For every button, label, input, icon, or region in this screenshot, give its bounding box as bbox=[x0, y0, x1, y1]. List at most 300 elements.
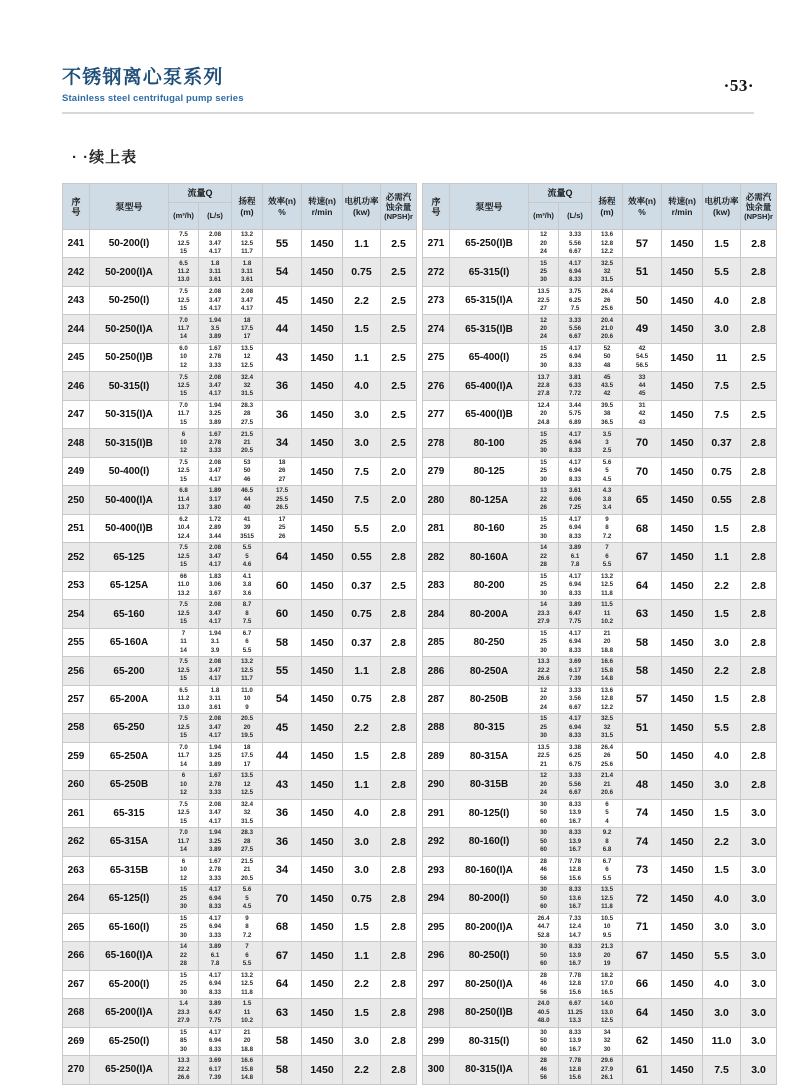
cell-efficiency: 64 bbox=[623, 999, 662, 1027]
cell-power: 0.75 bbox=[343, 258, 381, 286]
cell-speed: 1450 bbox=[662, 230, 703, 258]
cell-power: 7.5 bbox=[703, 372, 741, 400]
cell-npsh: 2.8 bbox=[741, 258, 777, 286]
cell-flow-ls: 6.67 11.25 13.3 bbox=[559, 999, 592, 1027]
cell-power: 1.5 bbox=[703, 230, 741, 258]
cell-flow-m3h: 15 25 30 bbox=[169, 913, 199, 941]
cell-head: 53 50 46 bbox=[232, 457, 263, 485]
cell-power: 0.55 bbox=[703, 486, 741, 514]
cell-flow-m3h: 28 46 56 bbox=[529, 1056, 559, 1085]
cell-flow-m3h: 13 22 26 bbox=[529, 486, 559, 514]
cell-npsh: 3.0 bbox=[741, 828, 777, 856]
cell-flow-m3h: 7.5 12.5 15 bbox=[169, 372, 199, 400]
cell-power: 0.37 bbox=[703, 429, 741, 457]
cell-model: 80-200A bbox=[450, 600, 529, 628]
table-row bbox=[63, 286, 417, 314]
cell-efficiency: 50 bbox=[623, 286, 662, 314]
cell-model: 65-250(I)B bbox=[450, 230, 529, 258]
cell-flow-m3h: 13.5 22.5 21 bbox=[529, 742, 559, 770]
table-row bbox=[63, 799, 417, 827]
cell-efficiency: 36 bbox=[263, 400, 302, 428]
cell-flow-m3h: 7.0 11.7 14 bbox=[169, 742, 199, 770]
cell-no: 269 bbox=[63, 1027, 90, 1055]
cell-model: 65-160(I) bbox=[90, 913, 169, 941]
cell-efficiency: 49 bbox=[623, 315, 662, 343]
cell-power: 1.1 bbox=[703, 543, 741, 571]
cell-no: 247 bbox=[63, 400, 90, 428]
cell-power: 11 bbox=[703, 343, 741, 371]
cell-no: 272 bbox=[423, 258, 450, 286]
cell-efficiency: 70 bbox=[263, 885, 302, 913]
cell-npsh: 2.8 bbox=[741, 230, 777, 258]
cell-no: 256 bbox=[63, 657, 90, 685]
cell-no: 282 bbox=[423, 543, 450, 571]
cell-efficiency: 58 bbox=[263, 1027, 302, 1055]
cell-efficiency: 67 bbox=[623, 543, 662, 571]
cell-speed: 1450 bbox=[662, 1027, 703, 1055]
col-header-flow-group: 流量Q bbox=[169, 184, 232, 203]
cell-npsh: 2.8 bbox=[381, 999, 417, 1027]
cell-head: 9.2 8 6.8 bbox=[592, 828, 623, 856]
table-row bbox=[423, 999, 777, 1027]
cell-no: 268 bbox=[63, 999, 90, 1027]
cell-flow-ls: 1.94 3.1 3.9 bbox=[199, 628, 232, 656]
cell-speed: 1450 bbox=[662, 514, 703, 542]
cell-flow-ls: 8.33 13.6 16.7 bbox=[559, 885, 592, 913]
cell-power: 3.0 bbox=[703, 628, 741, 656]
cell-flow-m3h: 12 20 24 bbox=[529, 771, 559, 799]
cell-model: 65-315 bbox=[90, 799, 169, 827]
cell-npsh: 3.0 bbox=[741, 942, 777, 970]
cell-model: 65-250(I)A bbox=[90, 1056, 169, 1085]
table-row bbox=[423, 486, 777, 514]
col-header-flow-m3h: (m³/h) bbox=[529, 203, 559, 230]
table-row bbox=[423, 771, 777, 799]
cell-flow-ls: 1.89 3.17 3.80 bbox=[199, 486, 232, 514]
cell-flow-ls: 2.08 3.47 4.17 bbox=[199, 543, 232, 571]
cell-speed: 1450 bbox=[662, 315, 703, 343]
cell-npsh: 2.5 bbox=[741, 372, 777, 400]
page-header bbox=[0, 0, 811, 130]
cell-head: 10.5 10 9.5 bbox=[592, 913, 623, 941]
cell-speed: 1450 bbox=[662, 1056, 703, 1085]
cell-speed: 1450 bbox=[662, 429, 703, 457]
cell-speed: 1450 bbox=[302, 571, 343, 599]
table-row bbox=[63, 685, 417, 713]
cell-power: 4.0 bbox=[703, 885, 741, 913]
cell-model: 65-315(I) bbox=[450, 258, 529, 286]
cell-npsh: 2.8 bbox=[381, 828, 417, 856]
table-row bbox=[63, 828, 417, 856]
cell-efficiency: 66 bbox=[623, 970, 662, 998]
cell-head: 1.5 11 10.2 bbox=[232, 999, 263, 1027]
cell-flow-m3h: 15 25 30 bbox=[529, 343, 559, 371]
cell-model: 65-200(I)A bbox=[90, 999, 169, 1027]
table-row bbox=[423, 457, 777, 485]
cell-no: 260 bbox=[63, 771, 90, 799]
cell-flow-m3h: 30 50 60 bbox=[529, 1027, 559, 1055]
cell-speed: 1450 bbox=[302, 942, 343, 970]
cell-flow-ls: 3.69 6.17 7.39 bbox=[199, 1056, 232, 1085]
cell-model: 80-160(I)A bbox=[450, 856, 529, 884]
col-header-efficiency: 效率(n) % bbox=[623, 184, 662, 230]
table-row bbox=[423, 600, 777, 628]
cell-npsh: 2.8 bbox=[381, 799, 417, 827]
cell-head: 26.4 26 25.6 bbox=[592, 742, 623, 770]
cell-speed: 1450 bbox=[302, 913, 343, 941]
cell-flow-ls: 2.08 3.47 4.17 bbox=[199, 799, 232, 827]
cell-no: 274 bbox=[423, 315, 450, 343]
cell-flow-ls: 4.17 6.94 8.33 bbox=[559, 628, 592, 656]
cell-speed: 1450 bbox=[302, 400, 343, 428]
cell-head: 32.5 32 31.5 bbox=[592, 714, 623, 742]
cell-speed: 1450 bbox=[662, 258, 703, 286]
table-row bbox=[423, 343, 777, 371]
cell-flow-ls: 1.67 2.78 3.33 bbox=[199, 343, 232, 371]
cell-flow-ls: 4.17 6.94 8.33 bbox=[559, 343, 592, 371]
table-row bbox=[423, 400, 777, 428]
cell-power: 2.2 bbox=[343, 970, 381, 998]
cell-power: 1.1 bbox=[343, 230, 381, 258]
cell-power: 2.2 bbox=[343, 714, 381, 742]
cell-model: 80-315 bbox=[450, 714, 529, 742]
cell-model: 80-315(I)A bbox=[450, 1056, 529, 1085]
cell-flow-ls: 2.08 3.47 4.17 bbox=[199, 600, 232, 628]
cell-head: 7 6 5.5 bbox=[592, 543, 623, 571]
cell-model: 80-100 bbox=[450, 429, 529, 457]
cell-flow-ls: 1.94 3.25 3.89 bbox=[199, 742, 232, 770]
cell-head: 34 32 30 bbox=[592, 1027, 623, 1055]
cell-npsh: 2.8 bbox=[741, 315, 777, 343]
cell-speed: 1450 bbox=[662, 970, 703, 998]
cell-efficiency: 70 bbox=[623, 429, 662, 457]
cell-flow-m3h: 7 11 14 bbox=[169, 628, 199, 656]
cell-no: 277 bbox=[423, 400, 450, 428]
cell-flow-ls: 7.78 12.8 15.6 bbox=[559, 1056, 592, 1085]
cell-no: 253 bbox=[63, 571, 90, 599]
cell-head: 52 50 48 bbox=[592, 343, 623, 371]
cell-no: 288 bbox=[423, 714, 450, 742]
table-row bbox=[63, 543, 417, 571]
cell-no: 252 bbox=[63, 543, 90, 571]
cell-head: 18.2 17.0 16.5 bbox=[592, 970, 623, 998]
table-row bbox=[423, 885, 777, 913]
cell-speed: 1450 bbox=[302, 514, 343, 542]
cell-no: 283 bbox=[423, 571, 450, 599]
cell-head: 18 17.5 17 bbox=[232, 315, 263, 343]
cell-head: 8.7 8 7.5 bbox=[232, 600, 263, 628]
cell-flow-m3h: 15 25 30 bbox=[169, 970, 199, 998]
cell-model: 65-125(I) bbox=[90, 885, 169, 913]
table-row bbox=[63, 657, 417, 685]
cell-model: 80-250(I) bbox=[450, 942, 529, 970]
cell-model: 65-250B bbox=[90, 771, 169, 799]
cell-power: 1.5 bbox=[343, 999, 381, 1027]
cell-model: 80-250 bbox=[450, 628, 529, 656]
cell-npsh: 2.8 bbox=[741, 429, 777, 457]
cell-flow-m3h: 13.3 22.2 26.6 bbox=[169, 1056, 199, 1085]
cell-flow-m3h: 15 25 30 bbox=[529, 429, 559, 457]
table-row bbox=[63, 1027, 417, 1055]
cell-efficiency: 73 bbox=[623, 856, 662, 884]
cell-model: 65-160A bbox=[90, 628, 169, 656]
cell-flow-ls: 4.17 6.94 8.33 bbox=[559, 571, 592, 599]
cell-flow-m3h: 30 50 60 bbox=[529, 799, 559, 827]
table-row bbox=[423, 742, 777, 770]
cell-flow-ls: 8.33 13.9 16.7 bbox=[559, 1027, 592, 1055]
cell-model: 80-250(I)B bbox=[450, 999, 529, 1027]
cell-efficiency: 44 bbox=[263, 742, 302, 770]
cell-no: 250 bbox=[63, 486, 90, 514]
table-row bbox=[423, 258, 777, 286]
cell-flow-m3h: 12.4 20 24.8 bbox=[529, 400, 559, 428]
table-head-right bbox=[423, 184, 777, 230]
cell-npsh: 2.5 bbox=[381, 343, 417, 371]
cell-efficiency: 50 bbox=[623, 742, 662, 770]
cell-flow-m3h: 6 10 12 bbox=[169, 771, 199, 799]
cell-model: 65-315B bbox=[90, 856, 169, 884]
table-row bbox=[423, 657, 777, 685]
cell-efficiency: 44 bbox=[263, 315, 302, 343]
cell-speed: 1450 bbox=[662, 771, 703, 799]
cell-no: 243 bbox=[63, 286, 90, 314]
cell-efficiency: 62 bbox=[623, 1027, 662, 1055]
cell-npsh: 2.8 bbox=[741, 600, 777, 628]
cell-flow-ls: 7.78 12.8 15.6 bbox=[559, 856, 592, 884]
cell-head: 13.2 12.5 11.8 bbox=[232, 970, 263, 998]
cell-speed: 1450 bbox=[662, 571, 703, 599]
cell-speed: 1450 bbox=[302, 685, 343, 713]
cell-speed: 1450 bbox=[662, 685, 703, 713]
cell-no: 281 bbox=[423, 514, 450, 542]
cell-flow-m3h: 7.5 12.5 15 bbox=[169, 286, 199, 314]
cell-flow-m3h: 66 11.0 13.2 bbox=[169, 571, 199, 599]
table-body-left bbox=[63, 230, 417, 1085]
cell-flow-ls: 4.17 6.94 8.33 bbox=[199, 1027, 232, 1055]
cell-no: 273 bbox=[423, 286, 450, 314]
cell-speed: 1450 bbox=[302, 970, 343, 998]
cell-efficiency: 57 bbox=[623, 230, 662, 258]
cell-flow-ls: 1.8 3.11 3.61 bbox=[199, 258, 232, 286]
cell-flow-ls: 3.89 6.47 7.75 bbox=[559, 600, 592, 628]
cell-head: 26.4 26 25.6 bbox=[592, 286, 623, 314]
cell-head: 13.6 12.8 12.2 bbox=[592, 685, 623, 713]
cell-npsh: 3.0 bbox=[741, 1027, 777, 1055]
cell-model: 65-250(I) bbox=[90, 1027, 169, 1055]
cell-power: 2.2 bbox=[703, 828, 741, 856]
cell-flow-m3h: 30 50 60 bbox=[529, 942, 559, 970]
cell-head: 9 8 7.2 bbox=[592, 514, 623, 542]
cell-npsh: 3.0 bbox=[741, 856, 777, 884]
cell-npsh: 2.0 bbox=[381, 514, 417, 542]
cell-no: 259 bbox=[63, 742, 90, 770]
cell-flow-m3h: 6.5 11.2 13.0 bbox=[169, 685, 199, 713]
cell-no: 296 bbox=[423, 942, 450, 970]
cell-head: 28.3 28 27.5 bbox=[232, 828, 263, 856]
cell-efficiency: 42 54.5 56.5 bbox=[623, 343, 662, 371]
cell-efficiency: 17 25 26 bbox=[263, 514, 302, 542]
cell-power: 0.75 bbox=[343, 885, 381, 913]
cell-model: 80-315A bbox=[450, 742, 529, 770]
cell-no: 295 bbox=[423, 913, 450, 941]
cell-flow-m3h: 15 25 30 bbox=[529, 571, 559, 599]
table-row bbox=[63, 230, 417, 258]
cell-npsh: 2.8 bbox=[741, 543, 777, 571]
cell-npsh: 2.5 bbox=[741, 343, 777, 371]
cell-npsh: 3.0 bbox=[741, 885, 777, 913]
cell-head: 21.5 21 20.5 bbox=[232, 429, 263, 457]
table-row bbox=[423, 543, 777, 571]
cell-power: 11.0 bbox=[703, 1027, 741, 1055]
cell-head: 6.7 6 5.5 bbox=[232, 628, 263, 656]
cell-efficiency: 61 bbox=[623, 1056, 662, 1085]
cell-npsh: 2.8 bbox=[381, 942, 417, 970]
cell-head: 3.5 3 2.5 bbox=[592, 429, 623, 457]
cell-power: 3.0 bbox=[343, 856, 381, 884]
cell-speed: 1450 bbox=[302, 999, 343, 1027]
cell-no: 263 bbox=[63, 856, 90, 884]
cell-model: 80-125(I) bbox=[450, 799, 529, 827]
cell-head: 21.5 21 20.5 bbox=[232, 856, 263, 884]
cell-speed: 1450 bbox=[302, 714, 343, 742]
table-row bbox=[63, 856, 417, 884]
cell-flow-m3h: 12 20 24 bbox=[529, 315, 559, 343]
pump-table-right bbox=[422, 183, 777, 1085]
cell-flow-m3h: 13.5 22.5 27 bbox=[529, 286, 559, 314]
cell-head: 13.5 12 12.5 bbox=[232, 771, 263, 799]
table-row bbox=[63, 913, 417, 941]
cell-speed: 1450 bbox=[662, 457, 703, 485]
cell-speed: 1450 bbox=[302, 457, 343, 485]
cell-speed: 1450 bbox=[302, 286, 343, 314]
cell-power: 0.75 bbox=[343, 685, 381, 713]
cell-model: 50-400(I) bbox=[90, 457, 169, 485]
cell-flow-m3h: 30 50 60 bbox=[529, 885, 559, 913]
cell-head: 21.3 20 19 bbox=[592, 942, 623, 970]
col-header-speed: 转速(n) r/min bbox=[662, 184, 703, 230]
cell-flow-m3h: 6 10 12 bbox=[169, 429, 199, 457]
cell-flow-ls: 4.17 6.94 8.33 bbox=[559, 429, 592, 457]
cell-model: 65-200A bbox=[90, 685, 169, 713]
cell-model: 65-250 bbox=[90, 714, 169, 742]
cell-flow-m3h: 7.5 12.5 15 bbox=[169, 457, 199, 485]
cell-head: 28.3 28 27.5 bbox=[232, 400, 263, 428]
cell-power: 1.5 bbox=[703, 685, 741, 713]
cell-no: 289 bbox=[423, 742, 450, 770]
cell-efficiency: 70 bbox=[623, 457, 662, 485]
cell-model: 80-315B bbox=[450, 771, 529, 799]
cell-head: 5.6 5 4.5 bbox=[232, 885, 263, 913]
cell-flow-ls: 7.78 12.8 15.6 bbox=[559, 970, 592, 998]
cell-npsh: 2.8 bbox=[741, 286, 777, 314]
cell-model: 80-125 bbox=[450, 457, 529, 485]
cell-npsh: 2.8 bbox=[381, 714, 417, 742]
cell-head: 2.08 3.47 4.17 bbox=[232, 286, 263, 314]
cell-power: 1.1 bbox=[343, 771, 381, 799]
cell-speed: 1450 bbox=[662, 600, 703, 628]
cell-flow-ls: 4.17 6.94 8.33 bbox=[199, 885, 232, 913]
cell-efficiency: 54 bbox=[263, 685, 302, 713]
table-row bbox=[63, 429, 417, 457]
cell-no: 286 bbox=[423, 657, 450, 685]
table-row bbox=[423, 628, 777, 656]
cell-no: 287 bbox=[423, 685, 450, 713]
table-row bbox=[63, 486, 417, 514]
table-row bbox=[63, 999, 417, 1027]
cell-model: 65-200(I) bbox=[90, 970, 169, 998]
cell-power: 2.2 bbox=[703, 657, 741, 685]
cell-efficiency: 58 bbox=[263, 628, 302, 656]
table-row bbox=[423, 230, 777, 258]
cell-power: 3.0 bbox=[703, 315, 741, 343]
cell-flow-ls: 4.17 6.94 8.33 bbox=[559, 714, 592, 742]
cell-head: 29.6 27.9 26.1 bbox=[592, 1056, 623, 1085]
cell-flow-m3h: 6.5 11.2 13.0 bbox=[169, 258, 199, 286]
cell-flow-ls: 4.17 6.94 8.33 bbox=[559, 258, 592, 286]
cell-npsh: 2.5 bbox=[381, 400, 417, 428]
table-row bbox=[423, 913, 777, 941]
cell-head: 32.5 32 31.5 bbox=[592, 258, 623, 286]
table-row bbox=[63, 258, 417, 286]
col-header-power: 电机功率 (kw) bbox=[703, 184, 741, 230]
cell-flow-m3h: 6 10 12 bbox=[169, 856, 199, 884]
cell-no: 284 bbox=[423, 600, 450, 628]
cell-npsh: 3.0 bbox=[741, 970, 777, 998]
cell-model: 65-315(I)A bbox=[450, 286, 529, 314]
table-row bbox=[63, 628, 417, 656]
cell-speed: 1450 bbox=[302, 429, 343, 457]
cell-speed: 1450 bbox=[302, 657, 343, 685]
cell-no: 276 bbox=[423, 372, 450, 400]
cell-speed: 1450 bbox=[302, 486, 343, 514]
cell-no: 265 bbox=[63, 913, 90, 941]
cell-efficiency: 58 bbox=[263, 1056, 302, 1085]
cell-flow-m3h: 14 23.3 27.9 bbox=[529, 600, 559, 628]
cell-efficiency: 43 bbox=[263, 343, 302, 371]
cell-npsh: 2.8 bbox=[381, 742, 417, 770]
cell-speed: 1450 bbox=[662, 999, 703, 1027]
cell-efficiency: 55 bbox=[263, 657, 302, 685]
cell-speed: 1450 bbox=[662, 343, 703, 371]
cell-model: 80-160(I) bbox=[450, 828, 529, 856]
table-row bbox=[423, 799, 777, 827]
header-title-en: Stainless steel centrifugal pump series bbox=[62, 93, 244, 104]
col-header-power: 电机功率 (kw) bbox=[343, 184, 381, 230]
cell-flow-m3h: 7.5 12.5 15 bbox=[169, 600, 199, 628]
cell-efficiency: 74 bbox=[623, 828, 662, 856]
cell-power: 3.0 bbox=[343, 400, 381, 428]
cell-no: 275 bbox=[423, 343, 450, 371]
cell-speed: 1450 bbox=[662, 742, 703, 770]
cell-model: 65-200 bbox=[90, 657, 169, 685]
cell-speed: 1450 bbox=[662, 628, 703, 656]
cell-npsh: 3.0 bbox=[741, 999, 777, 1027]
cell-speed: 1450 bbox=[302, 885, 343, 913]
cell-head: 4.3 3.8 3.4 bbox=[592, 486, 623, 514]
cell-no: 291 bbox=[423, 799, 450, 827]
cell-head: 16.6 15.8 14.8 bbox=[592, 657, 623, 685]
cell-power: 7.5 bbox=[703, 1056, 741, 1085]
cell-flow-ls: 2.08 3.47 4.17 bbox=[199, 657, 232, 685]
table-row bbox=[423, 1027, 777, 1055]
cell-flow-ls: 3.33 3.56 6.67 bbox=[559, 685, 592, 713]
cell-power: 7.5 bbox=[703, 400, 741, 428]
cell-flow-m3h: 7.5 12.5 15 bbox=[169, 543, 199, 571]
col-header-no: 序 号 bbox=[63, 184, 90, 230]
cell-no: 271 bbox=[423, 230, 450, 258]
cell-flow-ls: 3.89 6.47 7.75 bbox=[199, 999, 232, 1027]
cell-efficiency: 64 bbox=[263, 970, 302, 998]
